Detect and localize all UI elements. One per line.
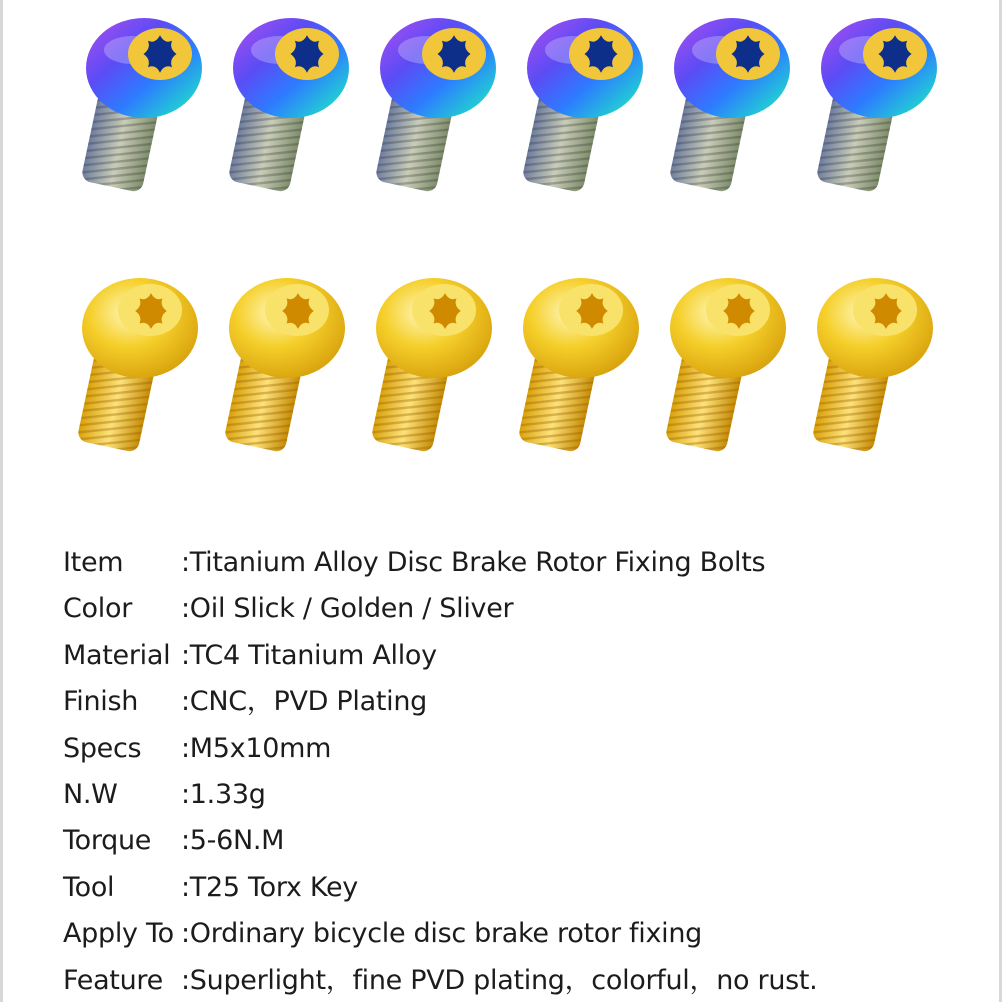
oil-slick-bolt-image (356, 10, 506, 200)
spec-label: Torque (63, 825, 152, 857)
spec-label: Tool (63, 871, 115, 903)
spec-label: Apply To (63, 918, 174, 950)
spec-label: Color (63, 593, 132, 625)
spec-label: Feature (63, 964, 163, 996)
spec-value: :5-6N.M (181, 825, 285, 857)
oil-slick-bolts-row (0, 0, 1002, 200)
golden-bolt-image (793, 270, 943, 460)
oil-slick-bolt-image (62, 10, 212, 200)
spec-value: :Oil Slick / Golden / Sliver (181, 593, 514, 625)
spec-value: :TC4 Titanium Alloy (181, 639, 437, 671)
spec-value: :M5x10mm (181, 732, 332, 764)
oil-slick-bolt-image (797, 10, 947, 200)
spec-label: N.W (63, 778, 118, 810)
spec-value: :Titanium Alloy Disc Brake Rotor Fixing Bolts (181, 547, 766, 578)
golden-bolt-image (499, 270, 649, 460)
oil-slick-bolt-image (503, 10, 653, 200)
spec-value: :1.33g (181, 778, 266, 810)
spec-label: Specs (63, 732, 142, 764)
spec-label: Item (63, 547, 124, 578)
spec-value: :Ordinary bicycle disc brake rotor fixing (181, 918, 702, 950)
golden-bolt-image (58, 270, 208, 460)
spec-label: Finish (63, 686, 139, 718)
spec-value: :T25 Torx Key (181, 871, 358, 903)
golden-bolt-image (646, 270, 796, 460)
oil-slick-bolt-image (650, 10, 800, 200)
golden-bolts-row (0, 262, 1002, 452)
spec-label: Material (63, 639, 171, 671)
spec-value: :Superlight，fine PVD plating，colorful，no rust. (181, 964, 818, 996)
golden-bolt-image (205, 270, 355, 460)
oil-slick-bolt-image (209, 10, 359, 200)
spec-value: :CNC，PVD Plating (181, 686, 427, 718)
golden-bolt-image (352, 270, 502, 460)
